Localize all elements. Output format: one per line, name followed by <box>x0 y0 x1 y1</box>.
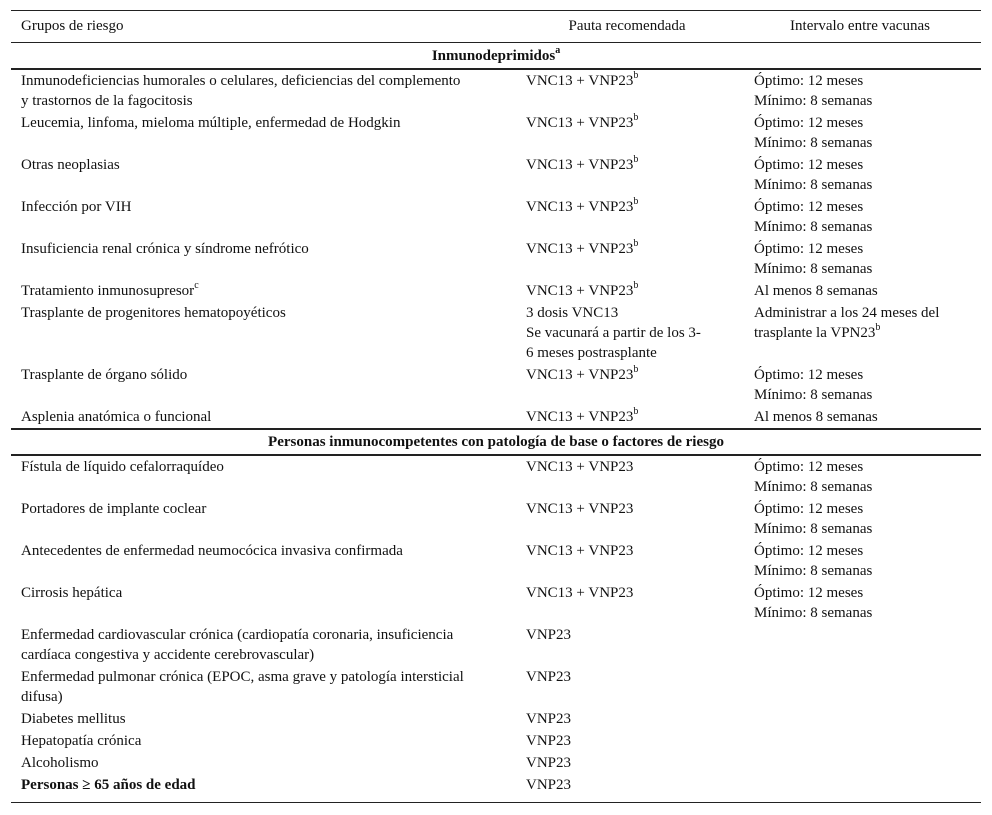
risk-group: Enfermedad cardiovascular crónica (cardiopatía coronaria, insuficiencia <box>21 627 454 643</box>
header-rule <box>11 42 981 43</box>
interval-optimal: Óptimo: 12 meses <box>754 543 864 559</box>
footnote-b: b <box>633 406 639 417</box>
interval-optimal: Óptimo: 12 meses <box>754 241 864 257</box>
header-recommended-schedule: Pauta recomendada <box>568 18 686 34</box>
header-risk-groups: Grupos de riesgo <box>21 18 124 34</box>
risk-group: Otras neoplasias <box>21 157 120 173</box>
interval-minimum: Mínimo: 8 semanas <box>754 135 873 151</box>
interval: trasplante la VPN23 <box>754 325 876 341</box>
risk-group: Hepatopatía crónica <box>21 733 142 749</box>
risk-group: Fístula de líquido cefalorraquídeo <box>21 459 224 475</box>
schedule: VNC13 + VNP23 <box>526 585 634 601</box>
interval-minimum: Mínimo: 8 semanas <box>754 177 873 193</box>
schedule: 6 meses postrasplante <box>526 345 657 361</box>
schedule: VNC13 + VNP23 <box>526 73 634 89</box>
schedule: VNP23 <box>526 711 572 727</box>
schedule: VNP23 <box>526 733 572 749</box>
interval-optimal: Óptimo: 12 meses <box>754 459 864 475</box>
schedule: VNP23 <box>526 627 572 643</box>
risk-group: Insuficiencia renal crónica y síndrome nefrótico <box>21 241 309 257</box>
top-rule <box>11 10 981 11</box>
schedule: VNC13 + VNP23 <box>526 543 634 559</box>
schedule: VNC13 + VNP23 <box>526 241 634 257</box>
footnote-b: b <box>633 112 639 123</box>
section-title: Inmunodeprimidos <box>431 48 556 64</box>
section2-top-rule <box>11 428 981 430</box>
section-immunocompromised <box>11 46 981 66</box>
risk-group: Inmunodeficiencias humorales o celulares, deficiencias del complemento <box>21 73 461 89</box>
schedule: VNC13 + VNP23 <box>526 115 634 131</box>
risk-group: Tratamiento inmunosupresor <box>21 283 195 299</box>
schedule: 3 dosis VNC13 <box>526 305 619 321</box>
interval-optimal: Óptimo: 12 meses <box>754 115 864 131</box>
interval-minimum: Mínimo: 8 semanas <box>754 219 873 235</box>
interval-optimal: Óptimo: 12 meses <box>754 585 864 601</box>
interval-optimal: Óptimo: 12 meses <box>754 199 864 215</box>
interval-minimum: Mínimo: 8 semanas <box>754 387 873 403</box>
interval-minimum: Mínimo: 8 semanas <box>754 521 873 537</box>
footnote-b: b <box>633 364 639 375</box>
interval-minimum: Mínimo: 8 semanas <box>754 93 873 109</box>
schedule: VNC13 + VNP23 <box>526 283 634 299</box>
schedule: Se vacunará a partir de los 3- <box>526 325 701 341</box>
schedule: VNC13 + VNP23 <box>526 157 634 173</box>
risk-group: difusa) <box>21 689 63 705</box>
schedule: VNC13 + VNP23 <box>526 199 634 215</box>
interval-minimum: Mínimo: 8 semanas <box>754 261 873 277</box>
footnote-b: b <box>633 238 639 249</box>
interval-optimal: Óptimo: 12 meses <box>754 157 864 173</box>
risk-group: cardíaca congestiva y accidente cerebrovascular) <box>21 647 315 663</box>
footnote-b: b <box>875 322 881 333</box>
footnote-a: a <box>555 45 561 56</box>
risk-group: Alcoholismo <box>21 755 99 771</box>
interval: Administrar a los 24 meses del <box>754 305 940 321</box>
risk-group: Cirrosis hepática <box>21 585 123 601</box>
interval: Al menos 8 semanas <box>754 409 878 425</box>
section2-rule <box>11 454 981 456</box>
section1-rule <box>11 68 981 70</box>
interval-optimal: Óptimo: 12 meses <box>754 73 864 89</box>
interval-minimum: Mínimo: 8 semanas <box>754 479 873 495</box>
footnote-b: b <box>633 280 639 291</box>
interval: Al menos 8 semanas <box>754 283 878 299</box>
risk-group: Infección por VIH <box>21 199 132 215</box>
risk-group: Personas ≥ 65 años de edad <box>21 777 196 793</box>
interval-minimum: Mínimo: 8 semanas <box>754 563 873 579</box>
risk-group: Asplenia anatómica o funcional <box>21 409 212 425</box>
interval-optimal: Óptimo: 12 meses <box>754 501 864 517</box>
schedule: VNC13 + VNP23 <box>526 459 634 475</box>
bottom-rule <box>11 802 981 803</box>
risk-group: Trasplante de órgano sólido <box>21 367 188 383</box>
risk-group: Leucemia, linfoma, mieloma múltiple, enfermedad de Hodgkin <box>21 115 401 131</box>
schedule: VNC13 + VNP23 <box>526 367 634 383</box>
footnote-b: b <box>633 196 639 207</box>
header-vaccine-interval: Intervalo entre vacunas <box>790 18 930 34</box>
risk-group: y trastornos de la fagocitosis <box>21 93 193 109</box>
section-immunocompetent: Personas inmunocompetentes con patología de base o factores de riesgo <box>268 434 724 450</box>
schedule: VNP23 <box>526 777 572 793</box>
schedule: VNP23 <box>526 755 572 771</box>
risk-group: Diabetes mellitus <box>21 711 126 727</box>
risk-group: Antecedentes de enfermedad neumocócica invasiva confirmada <box>21 543 403 559</box>
risk-group: Portadores de implante coclear <box>21 501 207 517</box>
schedule: VNC13 + VNP23 <box>526 501 634 517</box>
risk-group: Trasplante de progenitores hematopoyéticos <box>21 305 286 321</box>
schedule: VNC13 + VNP23 <box>526 409 634 425</box>
footnote-b: b <box>633 70 639 81</box>
footnote-b: b <box>633 154 639 165</box>
interval-optimal: Óptimo: 12 meses <box>754 367 864 383</box>
risk-group: Enfermedad pulmonar crónica (EPOC, asma grave y patología intersticial <box>21 669 464 685</box>
interval-minimum: Mínimo: 8 semanas <box>754 605 873 621</box>
schedule: VNP23 <box>526 669 572 685</box>
footnote-c: c <box>194 280 199 291</box>
